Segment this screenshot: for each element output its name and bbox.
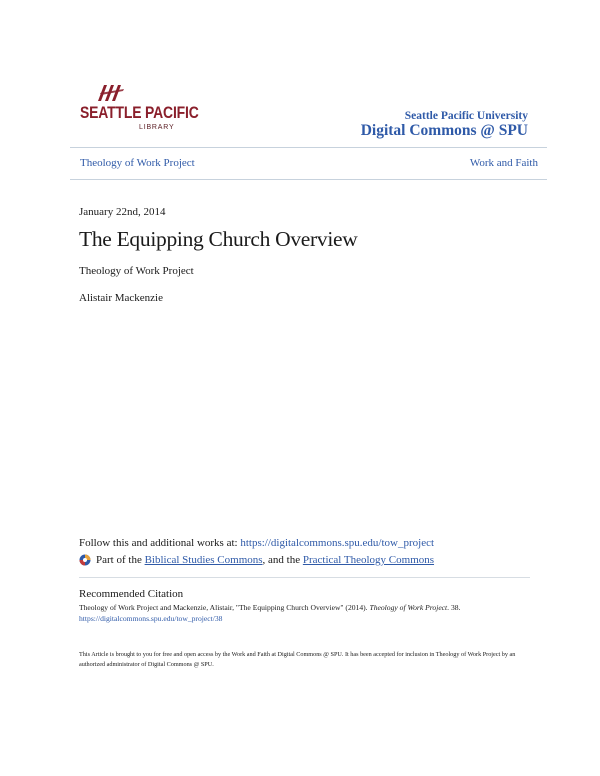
citation-heading: Recommended Citation (79, 588, 184, 600)
seattle-pacific-library-logo[interactable] (80, 83, 199, 135)
header-divider-bottom (70, 179, 547, 180)
follow-line (79, 537, 434, 549)
header-divider-top (70, 147, 547, 148)
follow-url-link[interactable]: https://digitalcommons.spu.edu/tow_project (240, 537, 435, 549)
citation-main: Theology of Work Project and Mackenzie, Alistair, "The Equipping Church Overview" (2014). (79, 603, 370, 612)
citation-divider (79, 577, 530, 578)
follow-label: Follow this and additional works at: (79, 537, 241, 549)
part-of-line (79, 554, 434, 566)
citation-text (79, 603, 460, 612)
practical-theology-commons-link[interactable]: Practical Theology Commons (302, 554, 435, 566)
community-link[interactable]: Work and Faith (469, 157, 538, 169)
publisher-name: Theology of Work Project (79, 265, 194, 277)
publication-date: January 22nd, 2014 (79, 206, 166, 218)
citation-end: . 38. (447, 603, 461, 612)
logo-subtext: LIBRARY (139, 124, 175, 131)
collection-link[interactable]: Theology of Work Project (80, 157, 195, 169)
and-the-text: , and the (262, 554, 301, 566)
biblical-studies-commons-link[interactable]: Biblical Studies Commons (144, 554, 263, 566)
access-notice: This Article is brought to you for free and open access by the Work and Faith at Digital Commons @ SPU. It has been accepted for inclusion in Theology of Work Project by an authorized administrator of Digital Commons @ SPU. (79, 651, 516, 668)
part-of-prefix: Part of the (96, 554, 142, 566)
logo-wordmark: SEATTLE PACIFIC (80, 103, 199, 122)
repository-header (361, 110, 528, 140)
university-name[interactable]: Seattle Pacific University (404, 110, 528, 122)
author-name: Alistair Mackenzie (79, 292, 163, 304)
repository-name[interactable]: Digital Commons @ SPU (360, 122, 528, 139)
logo-mark-icon (96, 83, 126, 103)
network-icon (79, 554, 91, 566)
citation-series: Theology of Work Project (369, 603, 448, 612)
document-title: The Equipping Church Overview (79, 227, 358, 251)
citation-url-link[interactable]: https://digitalcommons.spu.edu/tow_project/38 (79, 614, 223, 623)
